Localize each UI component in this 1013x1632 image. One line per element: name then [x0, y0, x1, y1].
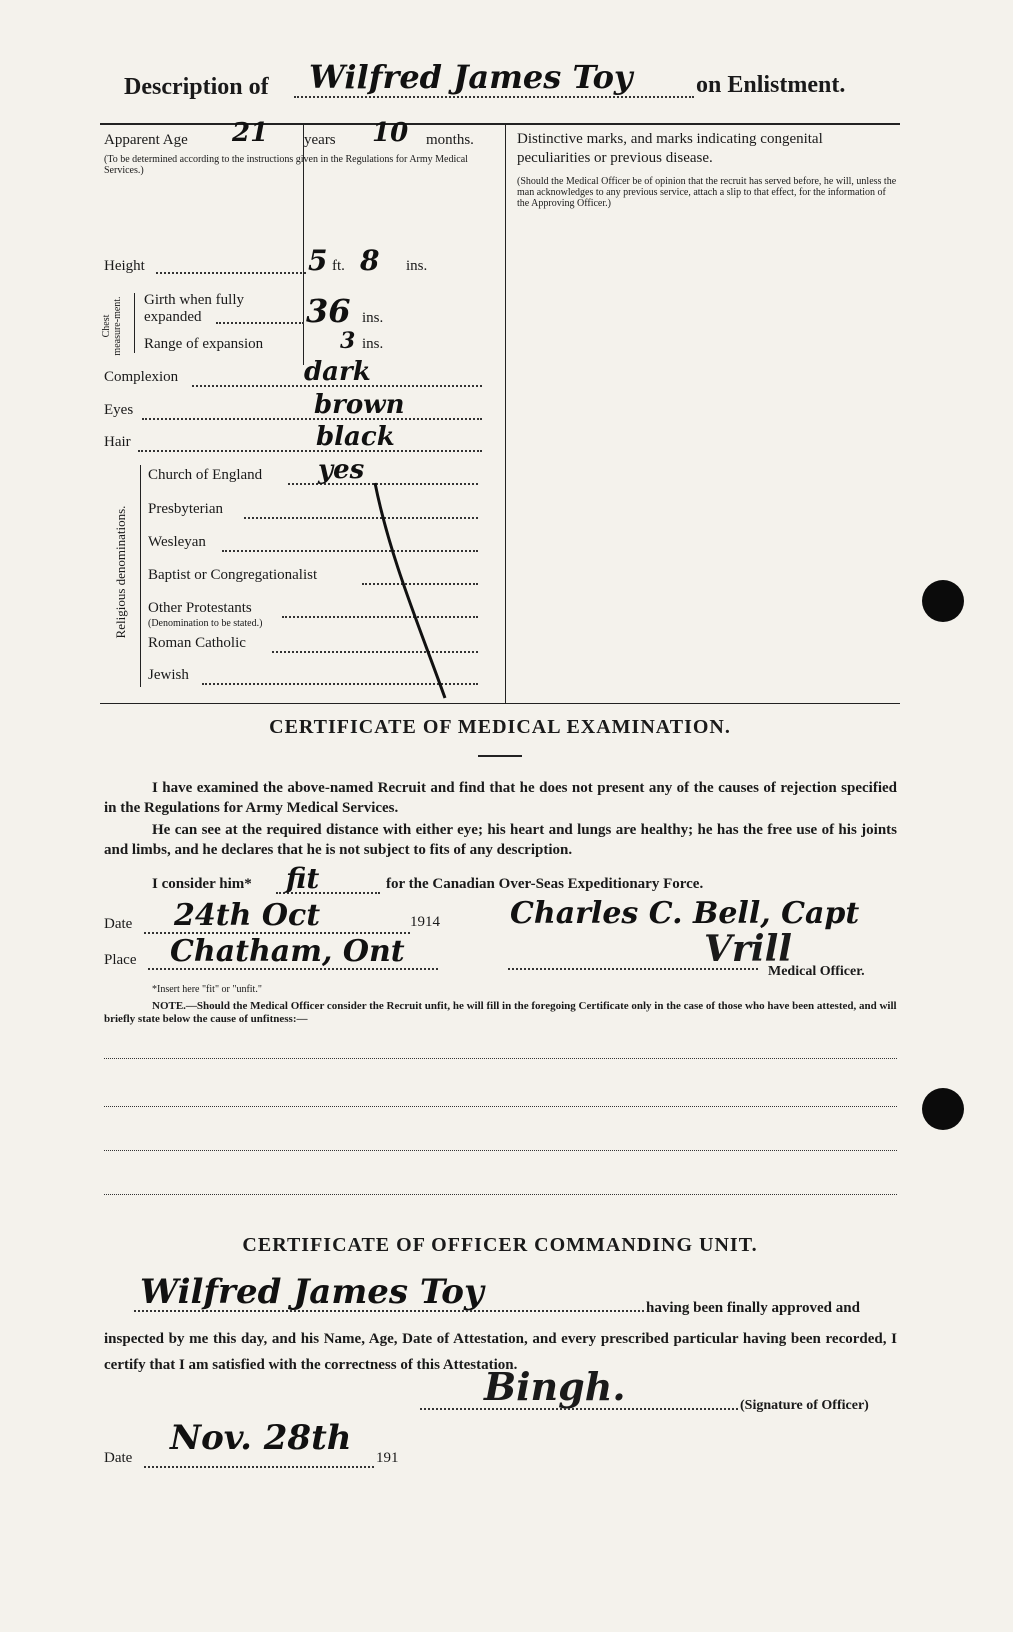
medical-year: 1914 [410, 914, 440, 930]
center-divider [505, 125, 506, 703]
height-label: Height [104, 258, 145, 274]
girth-unit: ins. [362, 310, 384, 326]
officer-signature-dots [420, 1408, 738, 1410]
age-row [104, 118, 504, 155]
officer-signature-row [420, 1364, 900, 1416]
distinctive-marks-heading: Distinctive marks, and marks indicating congenital peculiarities or previous disease. [517, 131, 823, 166]
medical-paragraph-1: I have examined the above-named Recruit and find that he does not present any of the causes of rejection specified in the Regulations for Army Medical Services. [104, 780, 897, 816]
medical-officer-signature: Charles C. Bell, Capt [510, 896, 860, 931]
commanding-date-label: Date [104, 1450, 133, 1466]
title-prefix: Description of [124, 74, 269, 100]
range-label: Range of expansion [144, 336, 264, 352]
commanding-text-1: having been finally approved and [646, 1300, 860, 1316]
eyes-dots [142, 418, 482, 420]
complexion-value: dark [304, 357, 371, 387]
punch-hole-top [922, 580, 964, 622]
ins-label: ins. [406, 258, 428, 274]
medical-heading-rule [478, 755, 522, 757]
medical-place-label: Place [104, 952, 137, 968]
complexion-label: Complexion [104, 369, 179, 385]
commanding-year: 191 [376, 1450, 399, 1466]
height-row [104, 244, 504, 280]
top-rule [100, 123, 900, 125]
hair-dots [138, 450, 482, 452]
religion-bracket [96, 465, 144, 687]
height-dots [156, 272, 306, 274]
years-label: years [304, 132, 336, 148]
religion-brace [140, 465, 141, 687]
age-note: (To be determined according to the instructions given in the Regulations for Army Medical Services.) [104, 154, 468, 176]
church-of-england-value: yes [318, 455, 365, 485]
hair-value: black [316, 422, 395, 452]
unfitness-line-3 [104, 1150, 897, 1151]
consider-suffix: for the Canadian Over-Seas Expeditionary Force. [386, 876, 704, 892]
medical-officer-initials: Vrill [704, 928, 792, 970]
eyes-label: Eyes [104, 402, 134, 418]
unfitness-line-4 [104, 1194, 897, 1195]
chest-measurement-label: Chest measure-ment. [101, 296, 123, 356]
unfitness-line-2 [104, 1106, 897, 1107]
complexion-row [104, 357, 484, 393]
signature-of-officer-label: (Signature of Officer) [740, 1398, 869, 1413]
other-protestants-label: Other Protestants [148, 600, 252, 616]
bottom-rule [100, 703, 900, 704]
commanding-name-row [104, 1272, 897, 1320]
medical-date-value: 24th Oct [174, 898, 321, 933]
fitness-value: fit [286, 862, 320, 895]
medical-paragraph-2: He can see at the required distance with either eye; his heart and lungs are healthy; he has the free use of his joints and limbs, and he declares that he is not subject to fits of any description. [104, 822, 897, 858]
range-unit: ins. [362, 336, 384, 352]
months-label: months. [426, 132, 474, 148]
unfitness-line-1 [104, 1058, 897, 1059]
commanding-name-dots [134, 1310, 644, 1312]
commanding-date-value: Nov. 28th [170, 1418, 352, 1458]
eyes-row [104, 390, 484, 426]
commanding-text-2: inspected by me this day, and his Name, Age, Date of Attestation, and every prescribed particular having been recorded, I certify that I am satisfied with the correctness of this Attestation. [104, 1331, 897, 1373]
medical-place-value: Chatham, Ont [170, 934, 405, 969]
consider-prefix: I consider him* [152, 876, 252, 892]
eyes-value: brown [314, 390, 405, 420]
wesleyan-label: Wesleyan [148, 534, 206, 550]
recruit-name: Wilfred James Toy [309, 58, 633, 96]
baptist-label: Baptist or Congregationalist [148, 567, 318, 583]
commanding-date-row [104, 1420, 604, 1470]
height-ft-value: 5 [308, 244, 328, 277]
girth-row [144, 292, 504, 332]
chest-bracket [100, 293, 140, 355]
religion-pen-stroke [370, 478, 460, 708]
denomination-note: (Denomination to be stated.) [148, 618, 263, 629]
presbyterian-label: Presbyterian [148, 501, 223, 517]
hair-label: Hair [104, 434, 131, 450]
distinctive-marks-note: (Should the Medical Officer be of opinion that the recruit has served before, he will, unless the man acknowledges to any previous service, attach a slip to that effect, for the information of the Approving Officer.) [517, 176, 897, 209]
girth-value: 36 [306, 292, 351, 330]
church-of-england-label: Church of England [148, 467, 263, 483]
commanding-date-dots [144, 1466, 374, 1468]
height-in-value: 8 [360, 244, 380, 277]
insert-note: *Insert here "fit" or "unfit." [152, 984, 262, 995]
unfit-note: NOTE.—Should the Medical Officer consider the Recruit unfit, he will fill in the foregoing Certificate only in the case of those who have been attested, and will briefly state below the cause of unfitness:— [104, 1000, 897, 1025]
range-value: 3 [340, 328, 356, 354]
apparent-age-label: Apparent Age [104, 132, 188, 148]
medical-officer-label: Medical Officer. [768, 964, 865, 979]
officer-signature: Bingh. [484, 1364, 626, 1409]
title-suffix: on Enlistment. [696, 72, 846, 98]
girth-dots [216, 322, 304, 324]
age-years-value: 21 [232, 118, 269, 148]
commanding-certificate-heading: CERTIFICATE OF OFFICER COMMANDING UNIT. [242, 1234, 758, 1256]
range-row [144, 328, 504, 358]
ft-label: ft. [332, 258, 345, 274]
jewish-label: Jewish [148, 667, 189, 683]
roman-catholic-label: Roman Catholic [148, 635, 246, 651]
medical-certificate-heading: CERTIFICATE OF MEDICAL EXAMINATION. [269, 716, 731, 738]
religious-denominations-label: Religious denominations. [113, 505, 128, 639]
medical-date-label: Date [104, 916, 133, 932]
form-title [124, 58, 884, 116]
punch-hole-bottom [922, 1088, 964, 1130]
medical-place-row [104, 928, 897, 980]
commanding-recruit-name: Wilfred James Toy [140, 1272, 484, 1312]
chest-brace [134, 293, 135, 353]
title-dotted-line [294, 96, 694, 98]
age-months-value: 10 [372, 118, 409, 148]
girth-label: Girth when fully expanded [144, 292, 244, 325]
hair-row [104, 422, 484, 458]
